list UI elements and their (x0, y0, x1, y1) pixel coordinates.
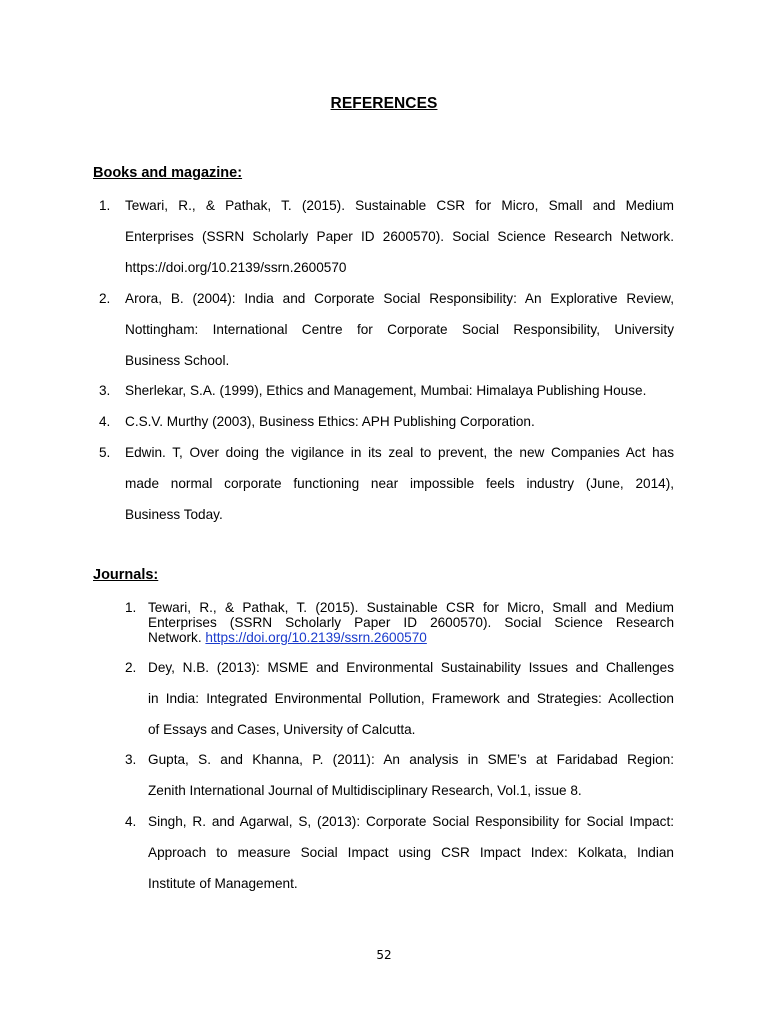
item-line: Dey, N.B. (2013): MSME and Environmental Sustainability Issues and Challenges (148, 660, 674, 675)
item-line: made normal corporate functioning near impossible feels industry (June, 2014), (125, 476, 674, 491)
item-line: Nottingham: International Centre for Corporate Social Responsibility, University (125, 322, 674, 337)
item-number: 2. (125, 660, 137, 675)
item-line: Sherlekar, S.A. (1999), Ethics and Management, Mumbai: Himalaya Publishing House. (125, 383, 647, 398)
list-item (125, 652, 674, 745)
item-line: Zenith International Journal of Multidisciplinary Research, Vol.1, issue 8. (148, 783, 582, 798)
journals-heading: Journals: (93, 567, 159, 583)
list-item (99, 437, 674, 530)
item-number: 3. (125, 752, 137, 767)
list-item (99, 375, 674, 406)
item-line: Arora, B. (2004): India and Corporate Social Responsibility: An Explorative Review, (125, 291, 674, 306)
item-line: Approach to measure Social Impact using CSR Impact Index: Kolkata, Indian (148, 845, 674, 860)
item-line: Enterprises (SSRN Scholarly Paper ID 2600570). Social Science Research (148, 615, 674, 630)
item-number: 1. (99, 198, 111, 213)
list-item (99, 406, 674, 437)
page-number: 52 (376, 948, 392, 962)
item-line: Business School. (125, 353, 230, 368)
item-number: 4. (125, 814, 137, 829)
list-item (125, 744, 674, 806)
item-number: 5. (99, 445, 111, 460)
item-line: Tewari, R., & Pathak, T. (2015). Sustainable CSR for Micro, Small and Medium (148, 600, 674, 615)
list-item (99, 283, 674, 376)
item-number: 4. (99, 414, 111, 429)
item-line: Edwin. T, Over doing the vigilance in its zeal to prevent, the new Companies Act has (125, 445, 674, 460)
item-line: Enterprises (SSRN Scholarly Paper ID 2600570). Social Science Research Network. (125, 229, 674, 244)
page-title: REFERENCES (330, 95, 438, 112)
item-line: C.S.V. Murthy (2003), Business Ethics: APH Publishing Corporation. (125, 414, 535, 429)
item-line (148, 630, 674, 645)
item-line: Institute of Management. (148, 876, 298, 891)
list-item (125, 600, 674, 645)
list-item (125, 806, 674, 899)
item-line: Business Today. (125, 507, 223, 522)
item-line: https://doi.org/10.2139/ssrn.2600570 (125, 260, 347, 275)
doi-link[interactable]: https://doi.org/10.2139/ssrn.2600570 (205, 630, 427, 645)
item-line: in India: Integrated Environmental Pollution, Framework and Strategies: Acollection (148, 691, 674, 706)
item-number: 1. (125, 600, 137, 615)
item-line: Singh, R. and Agarwal, S, (2013): Corporate Social Responsibility for Social Impact: (148, 814, 674, 829)
item-number: 3. (99, 383, 111, 398)
books-heading: Books and magazine: (93, 165, 243, 181)
item-line: Tewari, R., & Pathak, T. (2015). Sustainable CSR for Micro, Small and Medium (125, 198, 674, 213)
item-number: 2. (99, 291, 111, 306)
list-item (99, 190, 674, 283)
item-line-prefix: Network. (148, 630, 202, 645)
item-line: Gupta, S. and Khanna, P. (2011): An analysis in SME’s at Faridabad Region: (148, 752, 674, 767)
item-line: of Essays and Cases, University of Calcutta. (148, 722, 416, 737)
